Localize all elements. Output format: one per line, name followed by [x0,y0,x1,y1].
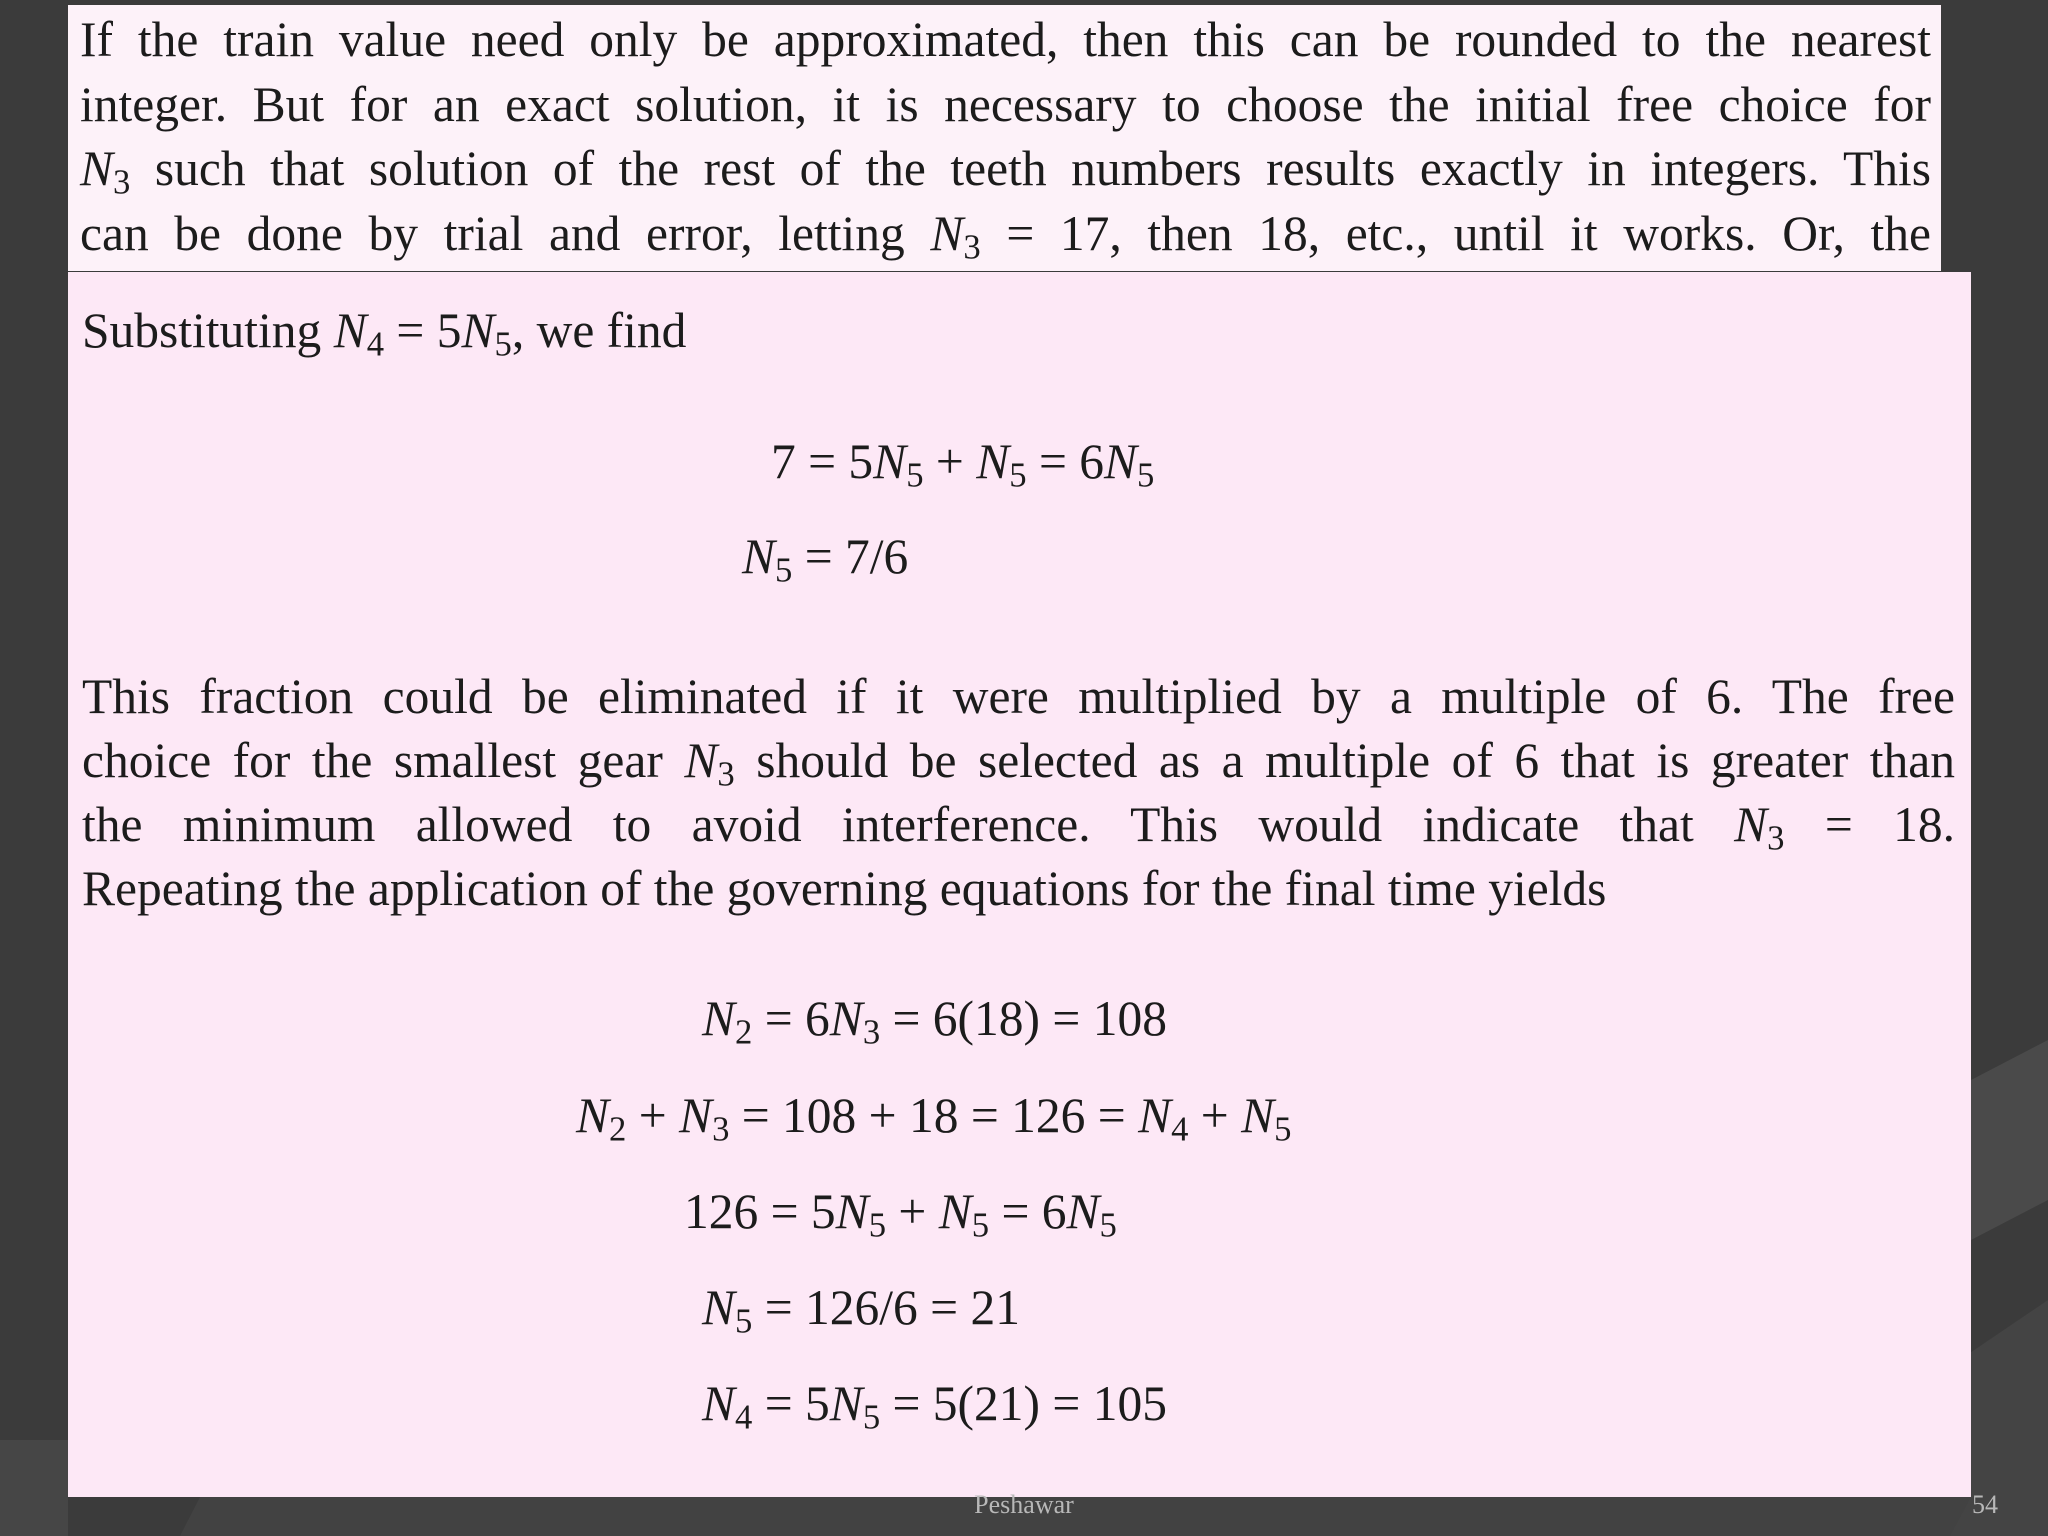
equation-n4-equals-105: $N_4 = 5N_5 = 5(21) = 105$ [702,1376,1167,1437]
equation-126-equals-6n5: $126 = 5N_5 + N_5 = 6N_5$ [684,1184,1117,1245]
top-excerpt-panel [68,5,1941,271]
footer-text: Peshawar [974,1490,1074,1519]
equation-n5-equals-21: $N_5 = 126/6 = 21$ [702,1280,1020,1341]
equation-n2: $N_2 = 6N_3 = 6(18) = 108$ [702,991,1167,1052]
top-excerpt-line-3: $N_3$ such that solution of the rest of the teeth numbers results exactly in integers. This [80,141,1931,202]
main-content-panel [68,272,1971,1497]
slide-number: 54 [1972,1490,1998,1519]
substituting-line: Substituting $N_4 = 5N_5$, we find [82,303,687,364]
equation-7-equals-6n5: $7 = 5N_5 + N_5 = 6N_5$ [771,434,1155,495]
fraction-paragraph-line-1: This fraction could be eliminated if it were multiplied by a multiple of 6. The free [82,669,1955,724]
top-excerpt-paragraph [80,8,1931,266]
equation-n5-equals-7-6: $N_5 = 7/6$ [742,529,909,590]
top-excerpt-line-4: can be done by trial and error, letting $N_3 = 17$, then 18, etc., until it works. Or, the [80,205,1931,267]
top-excerpt-line-1: If the train value need only be approximated, then this can be rounded to the nearest [80,12,1931,67]
top-excerpt-line-2: integer. But for an exact solution, it is necessary to choose the initial free choice for [80,76,1931,132]
fraction-paragraph-line-3: the minimum allowed to avoid interference. This would indicate that $N_3 = 18$. [82,797,1955,858]
fraction-paragraph-line-2: choice for the smallest gear $N_3$ should be selected as a multiple of 6 that is greater than [82,733,1955,794]
fraction-paragraph-line-4: Repeating the application of the governing equations for the final time yields [82,861,1607,916]
equation-n2-plus-n3: $N_2 + N_3 = 108 + 18 = 126 = N_4 + N_5$ [576,1088,1292,1149]
